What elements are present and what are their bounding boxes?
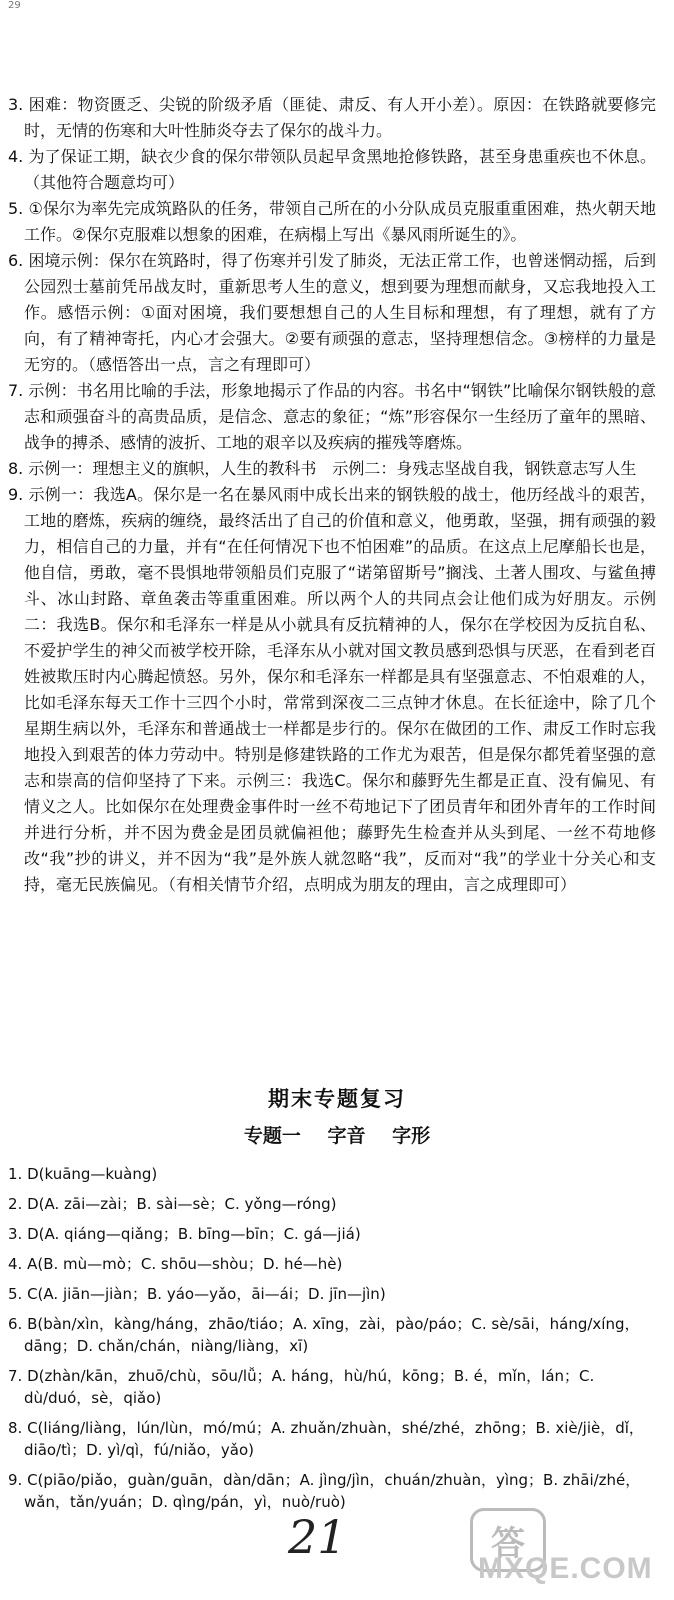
pinyin-answer-3: 3. D(A. qiáng—qiǎng；B. bīng—bīn；C. gá—jiá) xyxy=(8,1225,361,1243)
pinyin-answer-list xyxy=(8,1163,648,1521)
page-number: 21 xyxy=(288,1510,347,1564)
answer-item-5: 5. ①保尔为率先完成筑路队的任务，带领自己所在的小分队成员克服重重困难，热火朝天地工作。②保尔克服难以想象的困难，在病榻上写出《暴风雨所诞生的》。 xyxy=(8,199,656,244)
answer-item-9: 9. 示例一：我选A。保尔是一名在暴风雨中成长出来的钢铁般的战士，他历经战斗的艰苦，工地的磨炼，疾病的缠绕，最终活出了自己的价值和意义，他勇敢，坚强，拥有顽强的毅力，相信自己的力量，并有“在任何情况下也不怕困难”的品质。在这点上尼摩船长也是，他自信，勇敢，毫不畏惧地带领船员们克服了“诺第留斯号”搁浅、土著人围攻、与鲨鱼搏斗、冰山封路、章鱼袭击等重重困难。所以两个人的共同点会让他们成为好朋友。示例二：我选B。保尔和毛泽东一样是从小就具有反抗精神的人，保尔在学校因为反抗自私、不爱护学生的神父而被学校开除，毛泽东从小就对国文教员感到恐惧与厌恶，在看到老百姓被欺压时内心腾起愤怒。另外，保尔和毛泽东一样都是具有坚强意志、不怕艰难的人，比如毛泽东每天工作十三四个小时，常常到深夜二三点钟才休息。在长征途中，除了几个星期生病以外，毛泽东和普通战士一样都是步行的。保尔在做团的工作、肃反工作时忘我地投入到艰苦的体力劳动中。特别是修建铁路的工作尤为艰苦，但是保尔都凭着坚强的意志和崇高的信仰坚持了下来。示例三：我选C。保尔和藤野先生都是正直、没有偏见、有情义之人。比如保尔在处理费金事件时一丝不苟地记下了团员青年和团外青年的工作时间并进行分析，并不因为费金是团员就偏袒他；藤野先生检查并从头到尾、一丝不苟地修改“我”抄的讲义，并不因为“我”是外族人就忽略“我”，反而对“我”的学业十分关心和支持，毫无民族偏见。（有相关情节介绍，点明成为朋友的理由，言之成理即可） xyxy=(8,485,656,894)
watermark-text: MXQE.COM xyxy=(478,1552,653,1585)
answer-list xyxy=(8,92,656,898)
pinyin-answer-6: 6. B(bàn/xìn，kàng/háng，zhāo/tiáo；A. xīng，zài，pào/páo；C. sè/sāi，háng/xíng，dāng；D. chǎn/chán，niàng/liàng，xī) xyxy=(8,1315,640,1355)
header-mark: 29 xyxy=(8,0,21,11)
pinyin-answer-1: 1. D(kuāng—kuàng) xyxy=(8,1165,158,1183)
topic-title xyxy=(0,1121,674,1148)
pinyin-answer-9: 9. C(piāo/piǎo，guàn/guān，dàn/dān；A. jìng/jìn，chuán/zhuàn，yìng；B. zhāi/zhé，wǎn，tǎn/yuán；D. qìng/pán，yì，nuò/ruò) xyxy=(8,1471,641,1511)
answer-item-7: 7. 示例：书名用比喻的手法，形象地揭示了作品的内容。书名中“钢铁”比喻保尔钢铁般的意志和顽强奋斗的高贵品质，是信念、意志的象征；“炼”形容保尔一生经历了童年的黑暗、战争的搏杀、感情的波折、工地的艰辛以及疾病的摧残等磨炼。 xyxy=(8,381,656,452)
pinyin-answer-8: 8. C(liáng/liàng，lún/lùn，mó/mú；A. zhuǎn/zhuàn，shé/zhé，zhōng；B. xiè/jiè，dǐ，diāo/tì；D. yì/qì，fú/niǎo，yǎo) xyxy=(8,1419,644,1459)
final-review-title: 期末专题复习 xyxy=(268,1086,406,1111)
topic-part-b: 字形 xyxy=(392,1125,431,1147)
topic-number: 专题一 xyxy=(243,1125,301,1147)
answer-item-8: 8. 示例一：理想主义的旗帜，人生的教科书 示例二：身残志坚战自我，钢铁意志写人生 xyxy=(8,459,637,478)
answer-item-3: 3. 困难：物资匮乏、尖锐的阶级矛盾（匪徒、肃反、有人开小差）。原因：在铁路就要修完时，无情的伤寒和大叶性肺炎夺去了保尔的战斗力。 xyxy=(8,95,656,140)
pinyin-answer-7: 7. D(zhàn/kān，zhuō/chù，sōu/lǚ；A. háng，hù/hú，kōng；B. é，mǐn，lán；C. dù/duó，sè，qiǎo) xyxy=(8,1367,595,1407)
answer-item-6: 6. 困境示例：保尔在筑路时，得了伤寒并引发了肺炎，无法正常工作，也曾迷惘动摇，后到公园烈士墓前凭吊战友时，重新思考人生的意义，想到要为理想而献身，又忘我地投入工作。感悟示例：①面对困境，我们要想想自己的人生目标和理想，有了理想，就有了方向，有了精神寄托，内心才会强大。②要有顽强的意志，坚持理想信念。③榜样的力量是无穷的。（感悟答出一点，言之有理即可） xyxy=(8,251,656,374)
answer-item-4: 4. 为了保证工期，缺衣少食的保尔带领队员起早贪黑地抢修铁路，甚至身患重疾也不休息。（其他符合题意均可） xyxy=(8,147,656,192)
pinyin-answer-5: 5. C(A. jiān—jiàn；B. yáo—yǎo，āi—ái；D. jīn—jìn) xyxy=(8,1285,386,1303)
topic-part-a: 字音 xyxy=(327,1125,366,1147)
pinyin-answer-2: 2. D(A. zāi—zài；B. sài—sè；C. yǒng—róng) xyxy=(8,1195,337,1213)
watermark-badge-text: 答 xyxy=(491,1523,525,1564)
pinyin-answer-4: 4. A(B. mù—mò；C. shōu—shòu；D. hé—hè) xyxy=(8,1255,343,1273)
